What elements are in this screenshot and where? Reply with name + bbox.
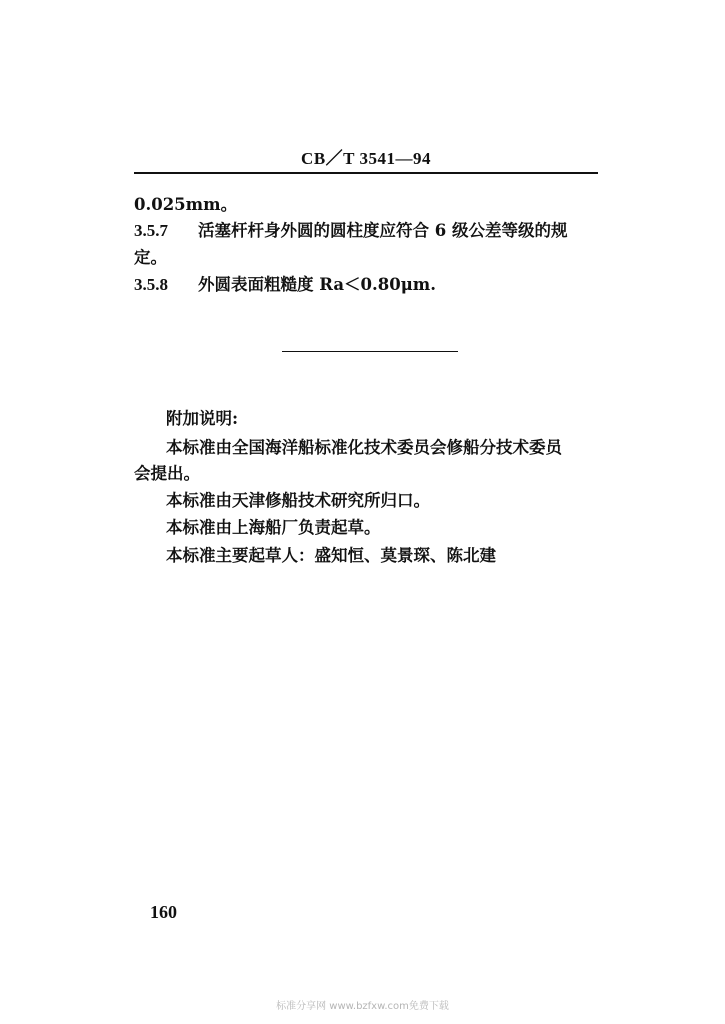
clause-text: 外圆表面粗糙度 Ra＜0.80μm. <box>198 275 436 294</box>
text-line-0025: 0.025mm。 <box>134 195 238 214</box>
clause-text: 活塞杆杆身外圆的圆柱度应符合 6 级公差等级的规 <box>198 221 568 240</box>
notes-heading: 附加说明: <box>166 409 239 428</box>
watermark: 标准分享网 www.bzfxw.com免费下载 <box>276 1001 449 1012</box>
clause-number: 3.5.8 <box>134 275 168 294</box>
clause-3-5-8 <box>134 274 436 296</box>
notes-line: 会提出。 <box>134 464 200 483</box>
notes-line: 本标准主要起草人：盛知恒、莫景琛、陈北建 <box>166 546 496 565</box>
notes-line: 本标准由天津修船技术研究所归口。 <box>166 491 430 510</box>
page-number: 160 <box>150 902 177 922</box>
clause-3-5-7 <box>134 220 567 242</box>
clause-3-5-7-continued: 定。 <box>134 248 167 267</box>
notes-line: 本标准由上海船厂负责起草。 <box>166 518 381 537</box>
page-header-code: CB／T 3541—94 <box>301 149 431 168</box>
section-separator <box>282 351 458 352</box>
header-rule <box>134 172 598 174</box>
notes-line: 本标准由全国海洋船标准化技术委员会修船分技术委员 <box>166 438 562 457</box>
clause-number: 3.5.7 <box>134 221 168 240</box>
